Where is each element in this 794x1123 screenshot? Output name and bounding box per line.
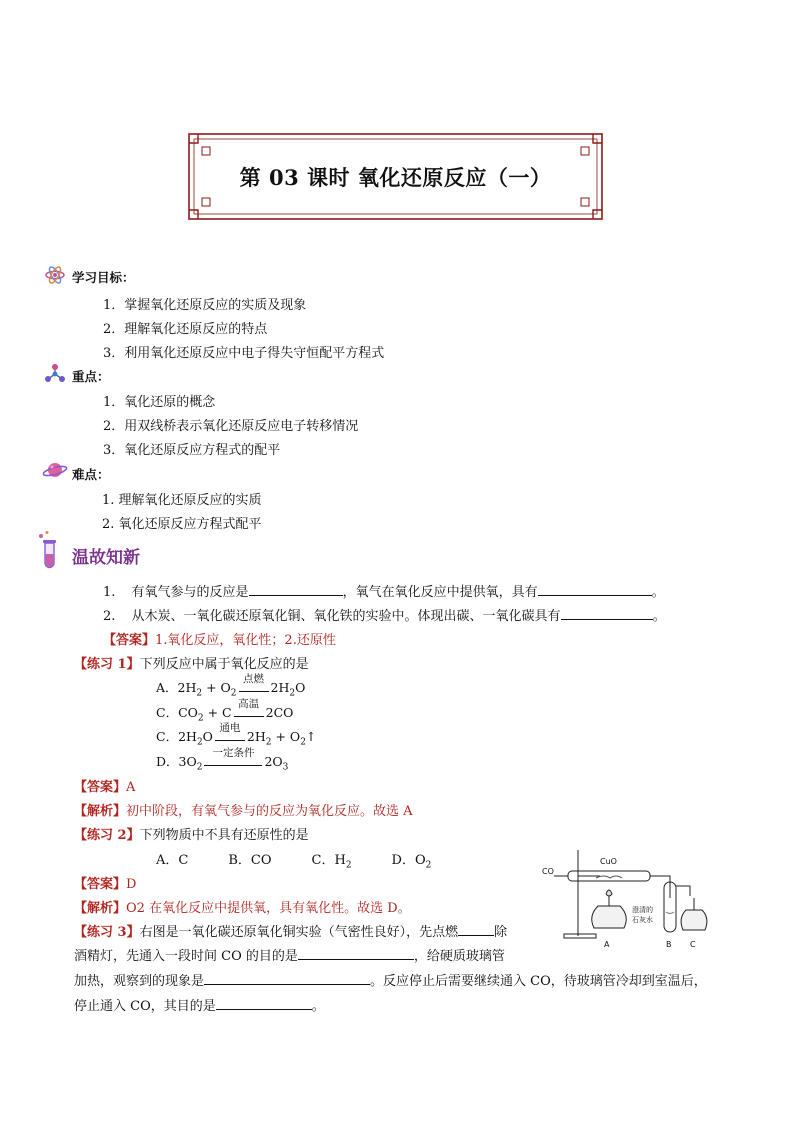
exercise-2-options (156, 849, 431, 871)
answer-blank[interactable] (458, 923, 494, 936)
apparatus-figure (540, 846, 718, 950)
difficulty-item: 2. 氧化还原反应方程式配平 (102, 517, 262, 532)
key-point-item: 2．用双线桥表示氧化还原反应电子转移情况 (103, 419, 359, 434)
objective-item: 2．理解氧化还原反应的特点 (103, 322, 268, 337)
exercise-3-line-3: 加热，观察到的现象是 。反应停止后需要继续通入 CO，待玻璃管冷却到室温后， (74, 974, 707, 989)
option-b[interactable]: B．CO (228, 853, 272, 868)
exercise-1-stem: 【练习 1】下列反应中属于氧化反应的是 (74, 657, 309, 672)
answer-blank[interactable] (538, 583, 652, 596)
exercise-3-line-2: 酒精灯，先通入一段时间 CO 的目的是 ，给硬质玻璃管 (74, 949, 505, 964)
objectives-label: 学习目标： (72, 270, 135, 285)
objective-item: 3．利用氧化还原反应中电子得失守恒配平方程式 (103, 346, 385, 361)
label-a: A (604, 940, 610, 949)
option-c[interactable]: C．$2H_2O$ 通电 $2H_2$ + $O_2↑$ (156, 722, 317, 748)
cuo-label: CuO (600, 857, 617, 866)
page-title: 第 03 课时 氧化还原反应（一） (239, 164, 552, 190)
planet-icon (42, 458, 68, 482)
option-b[interactable]: C．$CO_2 + C$ 高温 2CO (156, 698, 294, 724)
review-heading: 温故知新 (72, 548, 140, 568)
review-question-1: 1. 有氧气参与的反应是 ，氧气在氧化反应中提供氧，具有 。 (103, 585, 665, 600)
answer-blank[interactable] (216, 997, 312, 1010)
key-point-item: 3．氧化还原反应方程式的配平 (103, 443, 281, 458)
key-points-label: 重点： (72, 369, 110, 384)
limewater-label: 澄清的 (632, 906, 653, 914)
exercise-3-line-4: 停止通入 CO，其目的是 。 (74, 999, 325, 1014)
answer-blank[interactable] (561, 607, 653, 620)
label-c: C (690, 940, 696, 949)
key-point-item: 1．氧化还原的概念 (103, 395, 216, 410)
molecule-icon (44, 362, 66, 384)
answer-blank[interactable] (298, 947, 414, 960)
objective-item: 1．掌握氧化还原反应的实质及现象 (103, 298, 307, 313)
option-a[interactable]: A．C (156, 853, 189, 868)
limewater-label: 石灰水 (632, 916, 653, 924)
review-answer: 【答案】1.氧化反应，氧化性；2.还原性 (103, 633, 336, 648)
answer-blank[interactable] (204, 972, 370, 985)
test-tube-icon (36, 530, 62, 572)
option-d[interactable]: D．$O_2$ (391, 853, 432, 871)
exercise-1-answer: 【答案】A (74, 780, 136, 795)
review-question-2: 2. 从木炭、一氧化碳还原氧化铜、氧化铁的实验中。体现出碳、一氧化碳具有 。 (103, 609, 666, 624)
exercise-2-stem: 【练习 2】下列物质中不具有还原性的是 (74, 828, 309, 843)
difficulties-label: 难点： (72, 467, 110, 482)
exercise-3-line-1: 【练习 3】右图是一氧化碳还原氧化铜实验（气密性良好），先点燃 除 (74, 925, 508, 940)
option-c[interactable]: C．$H_2$ (311, 853, 352, 871)
answer-blank[interactable] (249, 583, 343, 596)
exercise-2-answer: 【答案】D (74, 877, 137, 892)
co-label: CO (542, 867, 554, 876)
option-a[interactable]: A．$2H_2 + O_2$ 点燃 $2H_2O$ (156, 673, 306, 699)
exercise-1-analysis: 【解析】初中阶段，有氧气参与的反应为氧化反应。故选 A (74, 804, 413, 819)
label-b: B (666, 940, 672, 949)
exercise-2-analysis: 【解析】O2 在氧化反应中提供氧，具有氧化性。故选 D。 (74, 901, 411, 916)
option-d[interactable]: D．$3O_2$ 一定条件 $2O_3$ (156, 747, 289, 773)
atom-icon (44, 264, 66, 286)
difficulty-item: 1. 理解氧化还原反应的实质 (102, 493, 262, 508)
